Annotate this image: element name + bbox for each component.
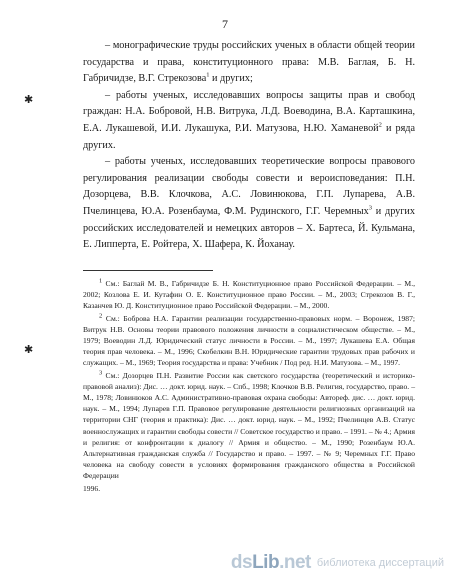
paragraph: – работы ученых, исследовавших теоретические вопросы правового регулирования реализации свободы совести и вероисповедания: П.Н. Дозорцева, В.В. Клочкова, А.С. Ловинюкова, Г.П. Лупарева, А.В. Пчелинцева, Ю.А. Розенбаума, Ф.М. Рудинского, Г.Г. Черемных$^3$ и других российских исследователей и немецких авторов – Х. Бартеса, Й. Кульмана, Е. Липперта, Е. Ройтера, Х. Шафера, К. Йоханау. — [83, 156, 415, 251]
dslib-logo: dsLib.net — [230, 552, 311, 573]
footnote-divider — [83, 270, 213, 271]
paragraph: – монографические труды российских ученых в области общей теории государства и права, конституционного права: М.В. Баглая, Б. Н. Габричидзе, В.Г. Стрекозова$^1$ и других; — [83, 40, 415, 85]
margin-mark-icon: ✱ — [24, 344, 34, 356]
main-text — [83, 38, 415, 254]
watermark — [231, 550, 444, 576]
footnote-tail: 1996. — [83, 483, 101, 493]
margin-mark-icon: ✱ — [24, 94, 34, 106]
footnotes — [83, 278, 415, 494]
watermark-caption: библиотека диссертаций — [316, 557, 444, 569]
footnote-ref[interactable]: 3 — [368, 204, 372, 212]
footnote-ref[interactable]: 1 — [206, 71, 210, 79]
page-number: 7 — [222, 17, 228, 31]
paragraph: – работы ученых, исследовавших вопросы защиты прав и свобод граждан: Н.А. Бобровой, Н.В. Витрука, Л.Д. Воеводина, В.А. Карташкина, Е.А. Лукашевой, И.И. Лукашука, Р.И. Матузова, Н.Ю. Хаманевой$^2$ и ряда других. — [83, 89, 416, 151]
footnote-ref[interactable]: 2 — [378, 121, 382, 129]
footnote: $^3$ См.: Дозорцев П.Н. Развитие России как светского государства (теоретический и историко-правовой анализ): Дис. … докт. юрид. наук. – Спб., 1998; Клочков В.В. Религия, государство, право. – М., 1978; Ловинюков А.С. Административно-правовая охрана свободы: Автореф. дис. … докт. юрид. наук. – М., 1994; Лупарев Г.П. Правовое регулирование деятельности религиозных организаций на территории СНГ (теория и практика): Дис. … докт. юрид. наук. – М., 1992; Пчелинцев А.В. Статус военнослужащих и гарантии свободы совести // Советское государство и право. – 1991. – № 4.; Армия и религия: от конфронтации к диалогу // Армия и общество. – М., 1990; Розенбаум Ю.А. Альтернативная гражданская служба // Государство и право. – 1997. – № 9; Черемных Г.Г. Право человека на свободу совести в условиях формирования гражданского общества в Российской Федерации — [83, 369, 415, 481]
footnote: $^1$ См.: Баглай М. В., Габричидзе Б. Н. Конституционное право Российской Федерации. – М., 2002; Козлова Е. И. Кутафин О. Е. Конституционное право России. – М., 2003; Стрекозов В. Г., Казанчев Ю. Д. Конституционное право Российской Федерации. – М., 2000. — [83, 277, 415, 311]
footnote: $^2$ См.: Боброва Н.А. Гарантии реализации государственно-правовых норм. – Воронеж, 1987; Витрук Н.В. Основы теории правового положения личности в социалистическом обществе. – М., 1979; Воеводин Л.Д. Юридический статус личности в России. – М., 1997; Лукашева Е.А. Общая теория прав человека. – М., 1996; Скобелкин В.Н. Юридические гарантии трудовых прав рабочих и служащих. – М., 1969; Теория государства и права: Учебник / Под ред. Н.И. Матузова. – М., 1997. — [83, 312, 415, 368]
